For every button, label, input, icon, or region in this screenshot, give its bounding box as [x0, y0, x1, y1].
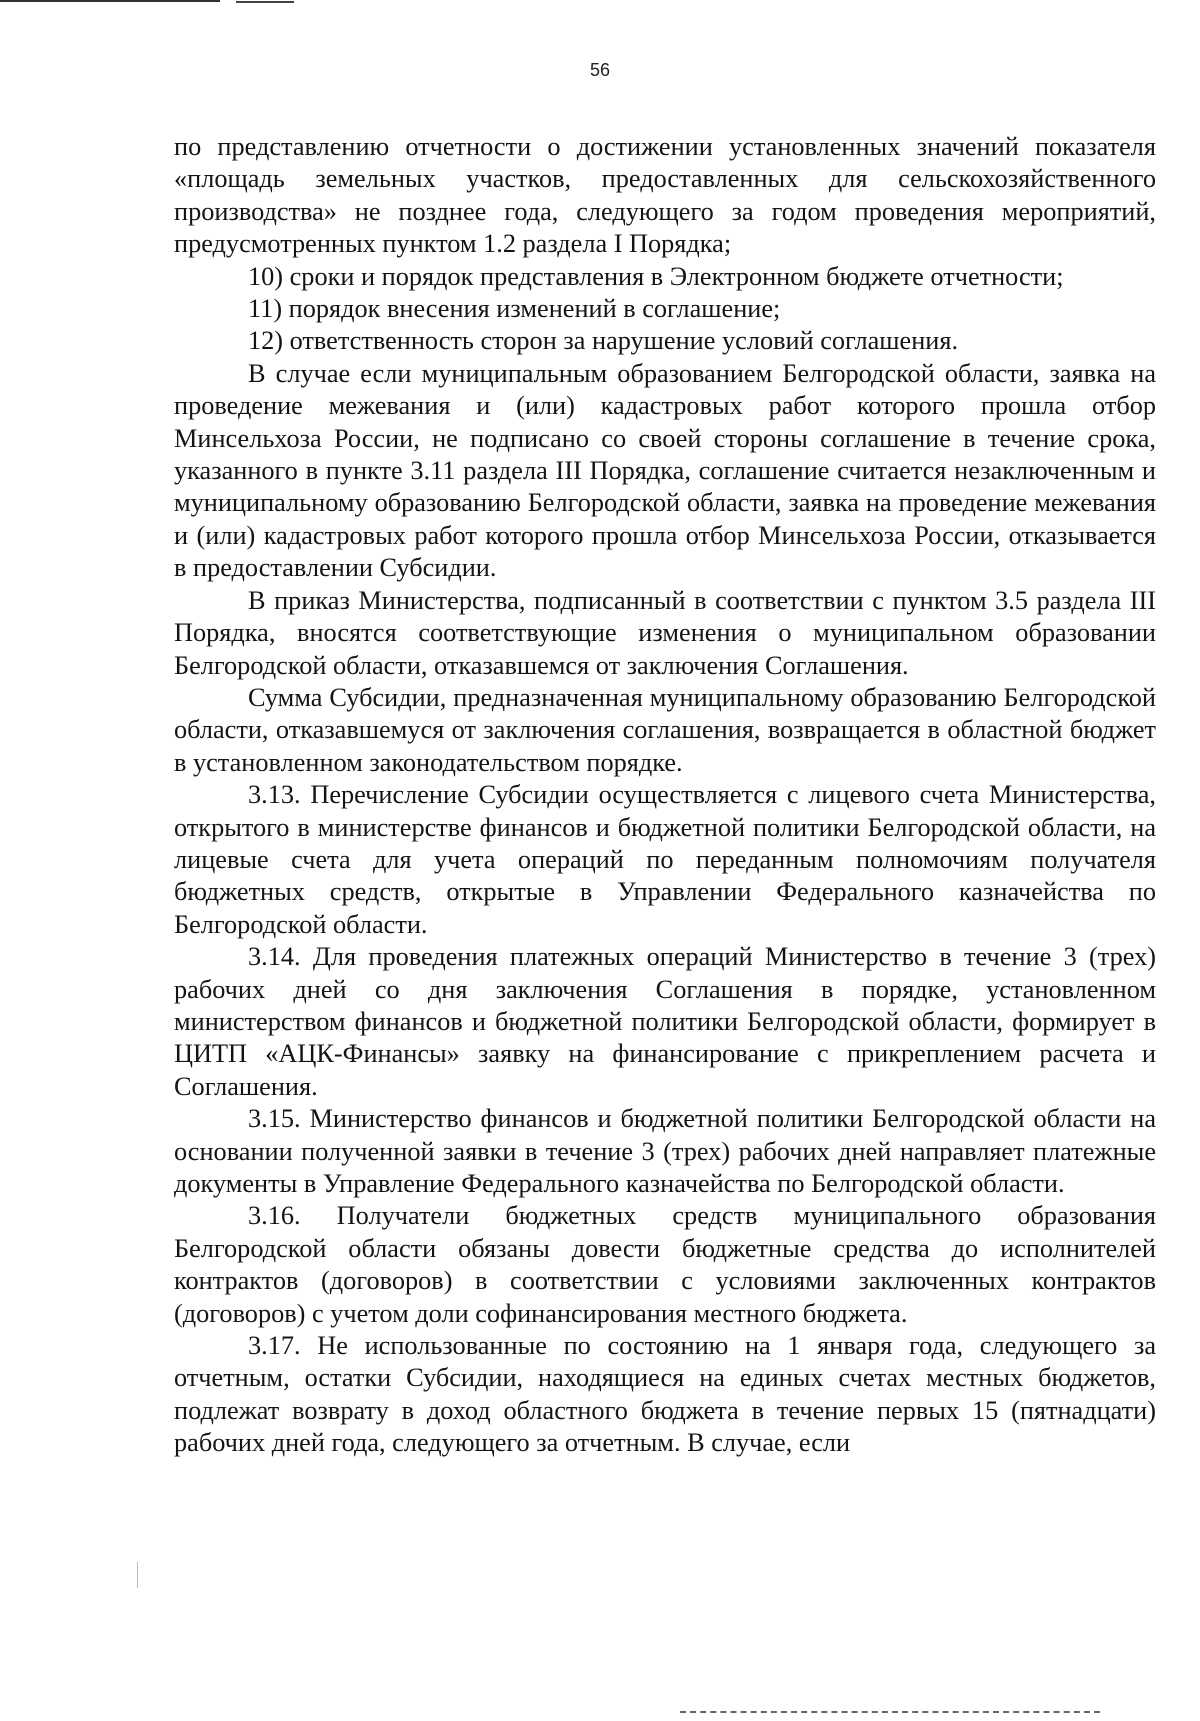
scan-artifact-line — [680, 1711, 1100, 1713]
scan-artifact-line — [236, 1, 294, 3]
clause-3-14: 3.14. Для проведения платежных операций Министерство в течение 3 (трех) рабочих дней со дня заключения Соглашения в порядке, установленном министерством финансов и бюджетной политики Белгородской области, формирует в ЦИТП «АЦК-Финансы» заявку на финансирование с прикреплением расчета и Соглашения. — [174, 942, 1156, 1101]
scan-artifact-mark — [137, 1562, 138, 1588]
paragraph: Сумма Субсидии, предназначенная муниципальному образованию Белгородской области, отказавшемуся от заключения соглашения, возвращается в областной бюджет в установленном законодательством порядке. — [174, 682, 1156, 777]
document-body — [174, 131, 1156, 1460]
list-item: 10) сроки и порядок представления в Электронном бюджете отчетности; — [248, 261, 1064, 291]
list-item: 12) ответственность сторон за нарушение условий соглашения. — [248, 326, 959, 356]
clause-3-16: 3.16. Получатели бюджетных средств муниципального образования Белгородской области обязаны довести бюджетные средства до исполнителей контрактов (договоров) в соответствии с условиями заключенных контрактов (договоров) с учетом доли софинансирования местного бюджета. — [174, 1201, 1156, 1328]
paragraph: В случае если муниципальным образованием Белгородской области, заявка на проведение межевания и (или) кадастровых работ которого прошла отбор Минсельхоза России, не подписано со своей стороны соглашение в течение срока, указанного в пункте 3.11 раздела III Порядка, соглашение считается незаключенным и муниципальному образованию Белгородской области, заявка на проведение межевания и (или) кадастровых работ которого прошла отбор Минсельхоза России, отказывается в предоставлении Субсидии. — [174, 358, 1156, 583]
clause-3-17: 3.17. Не использованные по состоянию на 1 января года, следующего за отчетным, остатки Субсидии, находящиеся на единых счетах местных бюджетов, подлежат возврату в доход областного бюджета в течение первых 15 (пятнадцати) рабочих дней года, следующего за отчетным. В случае, если — [174, 1331, 1156, 1458]
clause-3-13: 3.13. Перечисление Субсидии осуществляется с лицевого счета Министерства, открытого в министерстве финансов и бюджетной политики Белгородской области, на лицевые счета для учета операций по переданным полномочиям получателя бюджетных средств, открытые в Управлении Федерального казначейства по Белгородской области. — [174, 780, 1156, 939]
clause-3-15: 3.15. Министерство финансов и бюджетной политики Белгородской области на основании полученной заявки в течение 3 (трех) рабочих дней направляет платежные документы в Управление Федерального казначейства по Белгородской области. — [174, 1104, 1156, 1198]
scan-artifact-line — [0, 0, 220, 2]
paragraph: В приказ Министерства, подписанный в соответствии с пунктом 3.5 раздела III Порядка, вносятся соответствующие изменения о муниципальном образовании Белгородской области, отказавшемся от заключения Соглашения. — [174, 585, 1156, 680]
list-item: 11) порядок внесения изменений в соглашение; — [248, 294, 781, 324]
paragraph: по представлению отчетности о достижении установленных значений показателя «площадь земельных участков, предоставленных для сельскохозяйственного производства» не позднее года, следующего за годом проведения мероприятий, предусмотренных пунктом 1.2 раздела I Порядка; — [174, 132, 1156, 259]
page-number: 56 — [589, 60, 611, 80]
